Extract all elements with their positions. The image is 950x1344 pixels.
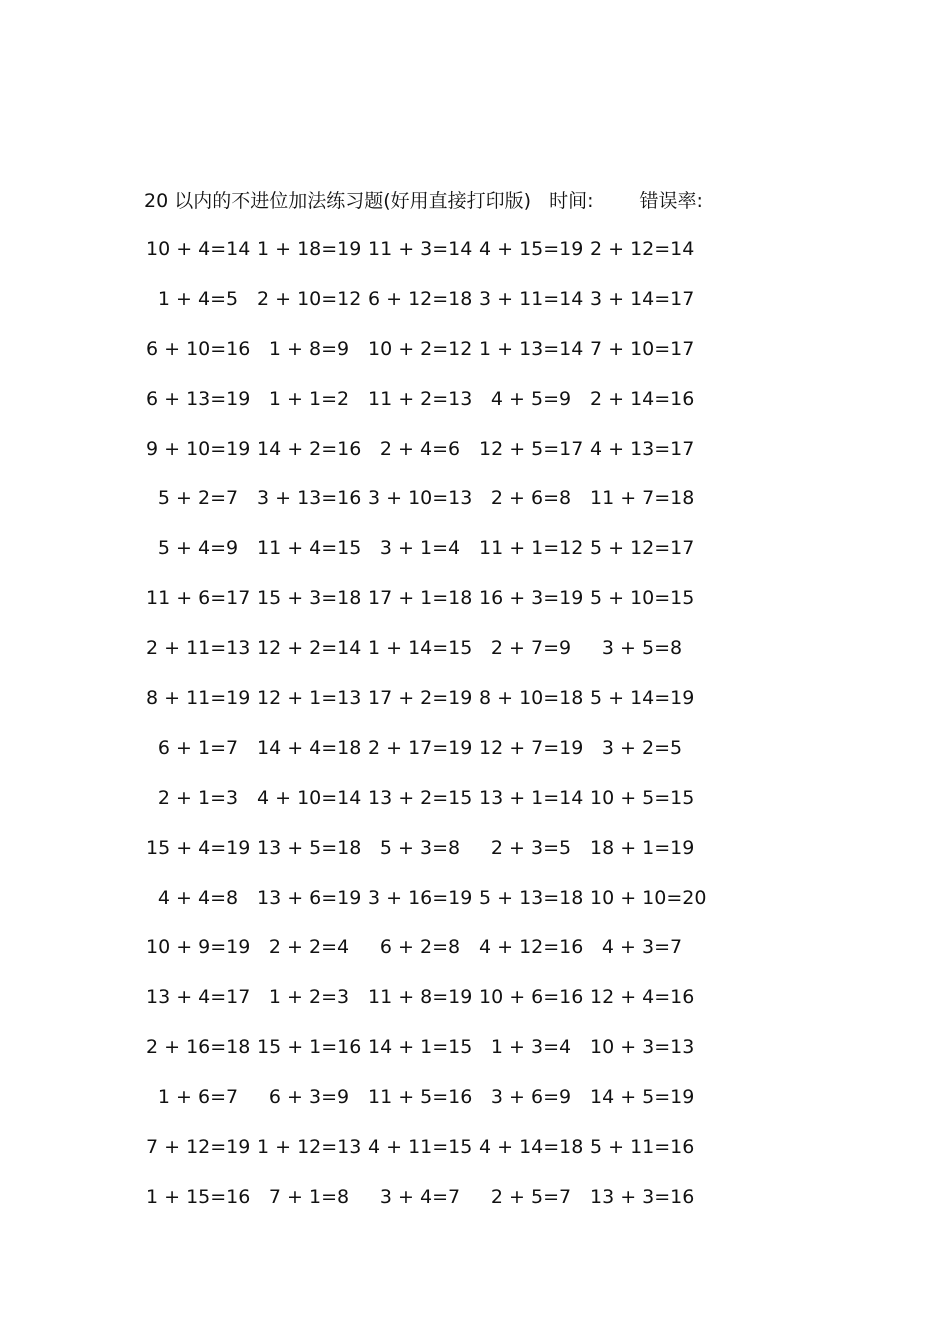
problem-row <box>146 832 706 882</box>
problem-item: 13 + 4=17 <box>146 986 251 1009</box>
problem-item: 6 + 12=18 <box>368 287 473 310</box>
problem-row <box>146 1131 706 1181</box>
problem-item: 2 + 3=5 <box>490 836 572 859</box>
problem-item: 11 + 4=15 <box>257 537 362 560</box>
problem-item: 12 + 4=16 <box>590 986 695 1009</box>
problem-item: 1 + 6=7 <box>157 1086 239 1109</box>
problem-row <box>146 782 706 832</box>
problem-item: 6 + 1=7 <box>157 736 239 759</box>
problem-item: 13 + 6=19 <box>257 886 362 909</box>
problem-item: 10 + 6=16 <box>479 986 584 1009</box>
error-rate-label: 错误率: <box>639 190 703 212</box>
problem-item: 12 + 2=14 <box>257 637 362 660</box>
problem-item: 10 + 3=13 <box>590 1036 695 1059</box>
time-label: 时间: <box>549 190 594 212</box>
problem-item: 10 + 9=19 <box>146 936 251 959</box>
problem-item: 10 + 5=15 <box>590 786 695 809</box>
problem-row <box>146 233 706 283</box>
worksheet-header <box>144 186 703 216</box>
problem-item: 1 + 2=3 <box>268 986 350 1009</box>
problem-item: 5 + 10=15 <box>590 587 695 610</box>
problem-item: 13 + 3=16 <box>590 1185 695 1208</box>
problem-item: 2 + 12=14 <box>590 238 695 260</box>
problem-item: 3 + 5=8 <box>601 637 683 660</box>
problem-item: 6 + 10=16 <box>146 337 251 360</box>
problem-item: 2 + 14=16 <box>590 387 695 410</box>
problem-item: 6 + 3=9 <box>268 1086 350 1109</box>
problem-row <box>146 1031 706 1081</box>
problem-item: 11 + 3=14 <box>368 238 473 260</box>
problem-row <box>146 882 706 932</box>
problem-item: 5 + 13=18 <box>479 886 584 909</box>
problem-item: 4 + 4=8 <box>157 886 239 909</box>
problem-item: 14 + 2=16 <box>257 437 362 460</box>
problem-item: 4 + 12=16 <box>479 936 584 959</box>
problem-item: 3 + 16=19 <box>368 886 473 909</box>
problem-item: 2 + 5=7 <box>490 1185 572 1208</box>
problem-item: 6 + 2=8 <box>379 936 461 959</box>
problem-item: 2 + 6=8 <box>490 487 572 510</box>
problem-row <box>146 532 706 582</box>
problem-item: 1 + 1=2 <box>268 387 350 410</box>
problem-item: 10 + 2=12 <box>368 337 473 360</box>
problem-row <box>146 1081 706 1131</box>
problem-item: 17 + 1=18 <box>368 587 473 610</box>
problem-item: 2 + 16=18 <box>146 1036 251 1059</box>
problem-item: 3 + 2=5 <box>601 736 683 759</box>
problem-row <box>146 632 706 682</box>
problem-item: 10 + 4=14 <box>146 238 251 260</box>
problem-item: 1 + 18=19 <box>257 238 362 260</box>
problem-item: 1 + 8=9 <box>268 337 350 360</box>
problem-item: 1 + 14=15 <box>368 637 473 660</box>
problem-row <box>146 931 706 981</box>
problem-item: 14 + 5=19 <box>590 1086 695 1109</box>
problem-item: 13 + 5=18 <box>257 836 362 859</box>
problem-item: 8 + 11=19 <box>146 687 251 710</box>
problem-item: 8 + 10=18 <box>479 687 584 710</box>
problem-item: 11 + 8=19 <box>368 986 473 1009</box>
problem-item: 2 + 2=4 <box>268 936 350 959</box>
problem-item: 4 + 11=15 <box>368 1136 473 1159</box>
problem-item: 11 + 5=16 <box>368 1086 473 1109</box>
problem-item: 17 + 2=19 <box>368 687 473 710</box>
problem-item: 6 + 13=19 <box>146 387 251 410</box>
problem-row <box>146 582 706 632</box>
problem-item: 10 + 10=20 <box>590 886 707 909</box>
problem-item: 1 + 15=16 <box>146 1185 251 1208</box>
problem-grid <box>146 233 706 1231</box>
problem-item: 3 + 4=7 <box>379 1185 461 1208</box>
problem-item: 15 + 3=18 <box>257 587 362 610</box>
problem-item: 5 + 2=7 <box>157 487 239 510</box>
problem-item: 5 + 4=9 <box>157 537 239 560</box>
problem-item: 13 + 2=15 <box>368 786 473 809</box>
problem-row <box>146 433 706 483</box>
problem-item: 11 + 2=13 <box>368 387 473 410</box>
problem-item: 7 + 10=17 <box>590 337 695 360</box>
problem-item: 3 + 1=4 <box>379 537 461 560</box>
problem-item: 2 + 11=13 <box>146 637 251 660</box>
problem-item: 1 + 13=14 <box>479 337 584 360</box>
problem-row <box>146 981 706 1031</box>
problem-item: 5 + 11=16 <box>590 1136 695 1159</box>
problem-item: 9 + 10=19 <box>146 437 251 460</box>
problem-item: 4 + 13=17 <box>590 437 695 460</box>
problem-row <box>146 1181 706 1231</box>
problem-item: 7 + 1=8 <box>268 1185 350 1208</box>
problem-item: 4 + 10=14 <box>257 786 362 809</box>
problem-item: 2 + 10=12 <box>257 287 362 310</box>
problem-item: 12 + 5=17 <box>479 437 584 460</box>
problem-item: 2 + 4=6 <box>379 437 461 460</box>
problem-item: 4 + 5=9 <box>490 387 572 410</box>
problem-item: 15 + 4=19 <box>146 836 251 859</box>
problem-item: 5 + 14=19 <box>590 687 695 710</box>
problem-item: 4 + 15=19 <box>479 238 584 260</box>
problem-row <box>146 732 706 782</box>
problem-row <box>146 482 706 532</box>
worksheet-title: 20 以内的不进位加法练习题(好用直接打印版) <box>144 190 532 212</box>
problem-item: 3 + 6=9 <box>490 1086 572 1109</box>
problem-item: 1 + 4=5 <box>157 287 239 310</box>
problem-item: 13 + 1=14 <box>479 786 584 809</box>
problem-row <box>146 283 706 333</box>
problem-item: 11 + 7=18 <box>590 487 695 510</box>
problem-item: 16 + 3=19 <box>479 587 584 610</box>
problem-item: 15 + 1=16 <box>257 1036 362 1059</box>
problem-item: 14 + 1=15 <box>368 1036 473 1059</box>
problem-item: 12 + 1=13 <box>257 687 362 710</box>
problem-item: 3 + 13=16 <box>257 487 362 510</box>
problem-item: 2 + 17=19 <box>368 736 473 759</box>
problem-item: 3 + 10=13 <box>368 487 473 510</box>
problem-item: 3 + 14=17 <box>590 287 695 310</box>
problem-item: 2 + 1=3 <box>157 786 239 809</box>
problem-item: 1 + 12=13 <box>257 1136 362 1159</box>
problem-item: 4 + 14=18 <box>479 1136 584 1159</box>
problem-item: 12 + 7=19 <box>479 736 584 759</box>
problem-row <box>146 383 706 433</box>
problem-item: 11 + 6=17 <box>146 587 251 610</box>
problem-item: 2 + 7=9 <box>490 637 572 660</box>
problem-row <box>146 682 706 732</box>
problem-row <box>146 333 706 383</box>
problem-item: 5 + 3=8 <box>379 836 461 859</box>
problem-item: 14 + 4=18 <box>257 736 362 759</box>
problem-item: 18 + 1=19 <box>590 836 695 859</box>
problem-item: 3 + 11=14 <box>479 287 584 310</box>
problem-item: 11 + 1=12 <box>479 537 584 560</box>
problem-item: 1 + 3=4 <box>490 1036 572 1059</box>
problem-item: 4 + 3=7 <box>601 936 683 959</box>
problem-item: 5 + 12=17 <box>590 537 695 560</box>
problem-item: 7 + 12=19 <box>146 1136 251 1159</box>
